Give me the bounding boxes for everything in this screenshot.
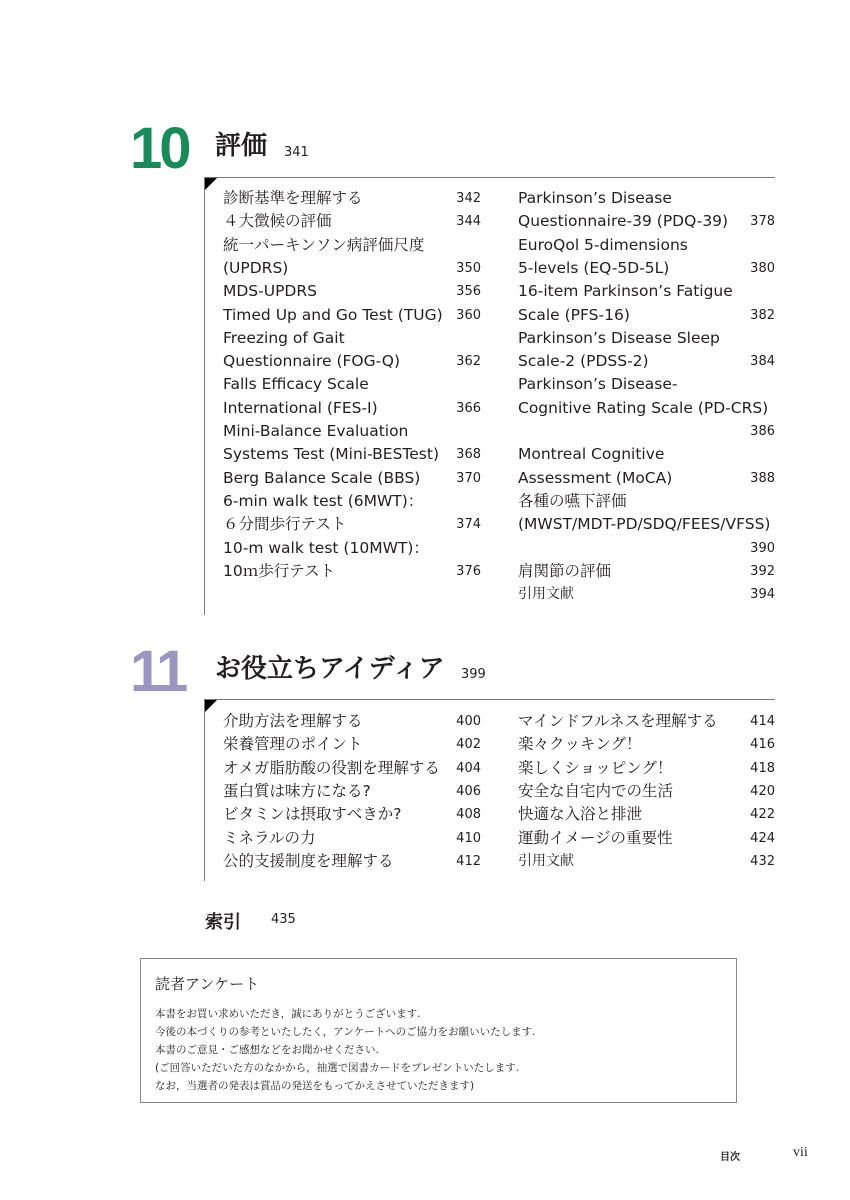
toc-entry[interactable]: マインドフルネスを理解する	[518, 712, 718, 730]
toc-entry[interactable]: Parkinson’s Disease	[518, 189, 672, 207]
toc-entry[interactable]: 栄養管理のポイント	[223, 735, 363, 754]
toc-entry[interactable]: Questionnaire-39 (PDQ-39)	[518, 212, 729, 231]
toc-entry[interactable]: 運動イメージの重要性	[518, 828, 673, 847]
corner-triangle-icon	[205, 178, 217, 190]
survey-line: (ご回答いただいた方のなかから，抽選で図書カードをプレゼントいたします.	[155, 1062, 520, 1074]
index-page-number: 435	[271, 912, 296, 927]
toc-page-number: 370	[456, 470, 481, 486]
toc-entry[interactable]: Timed Up and Go Test (TUG)	[223, 305, 443, 324]
toc-entry[interactable]: 公的支援制度を理解する	[223, 851, 394, 870]
toc-entry[interactable]: (UPDRS)	[223, 258, 289, 277]
toc-page-number: 420	[750, 783, 775, 799]
toc-page-number: 342	[456, 191, 481, 206]
survey-title: 読者アンケート	[155, 975, 260, 993]
footer-page-number: vii	[793, 1145, 808, 1160]
toc-page-number: 380	[750, 260, 775, 276]
chapter-title: お役立ちアイディア	[215, 654, 445, 684]
chapter-title: 評価	[215, 131, 268, 161]
toc-entry[interactable]: 5-levels (EQ-5D-5L)	[518, 258, 670, 277]
toc-page-number: 360	[456, 307, 481, 323]
survey-text	[155, 1005, 536, 1095]
toc-entry[interactable]: 6-min walk test (6MWT)：	[223, 491, 424, 510]
survey-line: 本書をお買い求めいただき，誠にありがとうございます.	[155, 1008, 421, 1020]
toc-page-number: 432	[750, 853, 775, 869]
toc-entry[interactable]: Mini-Balance Evaluation	[223, 422, 409, 440]
toc-page-number: 366	[456, 400, 481, 416]
toc-entry[interactable]: ４大徴候の評価	[223, 212, 332, 231]
toc-page-number: 424	[750, 830, 775, 846]
toc-page-number: 368	[456, 447, 481, 463]
chapter-side-rule	[204, 699, 205, 881]
toc-page-number: 416	[750, 737, 775, 753]
toc-page-number: 378	[750, 214, 775, 230]
toc-entry[interactable]: Cognitive Rating Scale (PD-CRS)	[518, 398, 769, 417]
survey-line: なお，当選者の発表は賞品の発送をもってかえさせていただきます)	[155, 1080, 475, 1092]
toc-entry[interactable]: ６分間歩行テスト	[223, 515, 347, 534]
toc-entry[interactable]: 楽々クッキング！	[518, 735, 642, 754]
toc-page-number: 344	[456, 214, 481, 230]
reader-survey-box	[140, 958, 737, 1103]
toc-entry[interactable]: International (FES-I)	[223, 398, 378, 417]
toc-page-number: 384	[750, 354, 775, 370]
index-label[interactable]: 索引	[205, 912, 241, 933]
toc-entry[interactable]: 介助方法を理解する	[223, 712, 363, 730]
toc-page-number: 392	[750, 563, 775, 579]
toc-entry[interactable]: Scale-2 (PDSS-2)	[518, 352, 649, 371]
toc-entry[interactable]: Freezing of Gait	[223, 328, 345, 347]
chapter-number: 11	[130, 639, 186, 704]
toc-entry[interactable]: Assessment (MoCA)	[518, 468, 673, 487]
survey-line: 本書のご意見・ご感想などをお聞かせください.	[155, 1044, 379, 1056]
toc-entry[interactable]: 10-m walk test (10MWT)：	[223, 538, 429, 557]
toc-entry[interactable]: 診断基準を理解する	[223, 189, 363, 207]
chapter-number: 10	[130, 116, 189, 181]
toc-entry[interactable]: Parkinson’s Disease-	[518, 375, 678, 394]
toc-entry[interactable]: Montreal Cognitive	[518, 445, 665, 464]
toc-entry[interactable]: Systems Test (Mini-BESTest)	[223, 445, 439, 464]
survey-line: 今後の本づくりの参考といたしたく，アンケートへのご協力をお願いいたします.	[155, 1026, 536, 1038]
toc-entry[interactable]: EuroQol 5-dimensions	[518, 235, 688, 254]
toc-entry[interactable]: 引用文献	[518, 586, 574, 603]
toc-entry[interactable]: 引用文献	[518, 852, 574, 869]
toc-entry[interactable]: 各種の嚥下評価	[518, 491, 627, 510]
toc-page-number: 414	[750, 714, 775, 729]
toc-entry[interactable]: 楽しくショッピング！	[518, 758, 673, 777]
toc-page-number: 412	[456, 853, 481, 869]
toc-page-number: 388	[750, 470, 775, 486]
toc-page-number: 408	[456, 807, 481, 823]
toc-entry[interactable]: ビタミンは摂取すべきか?	[223, 805, 402, 824]
toc-page-number: 402	[456, 737, 481, 753]
toc-page-number: 356	[456, 284, 481, 300]
toc-page-number: 386	[750, 424, 775, 439]
chapter-page-number: 341	[284, 145, 309, 160]
toc-page-number: 362	[456, 354, 481, 370]
toc-entry[interactable]: MDS-UPDRS	[223, 282, 317, 301]
toc-page-number: 394	[750, 587, 775, 603]
toc-entry[interactable]: 安全な自宅内での生活	[518, 781, 674, 800]
toc-entry[interactable]: Falls Efficacy Scale	[223, 375, 369, 394]
toc-page-number: 382	[750, 307, 775, 323]
footer-section-label: 目次	[720, 1152, 740, 1163]
chapter-rule	[204, 177, 775, 178]
chapter-side-rule	[204, 177, 205, 615]
toc-entry[interactable]: Scale (PFS-16)	[518, 305, 630, 324]
toc-entry[interactable]: 16-item Parkinson’s Fatigue	[518, 282, 733, 301]
toc-page-number: 418	[750, 760, 775, 776]
toc-page-number: 400	[456, 714, 481, 729]
toc-entry[interactable]: (MWST/MDT-PD/SDQ/FEES/VFSS)	[518, 515, 771, 534]
toc-entry[interactable]: 肩関節の評価	[518, 561, 612, 580]
toc-page-number: 404	[456, 760, 481, 776]
corner-triangle-icon	[205, 700, 217, 712]
toc-page-number: 374	[456, 517, 481, 533]
toc-page-number: 376	[456, 563, 481, 579]
toc-entry[interactable]: Questionnaire (FOG-Q)	[223, 352, 401, 371]
toc-page-number: 350	[456, 260, 481, 276]
toc-entry[interactable]: 快適な入浴と排泄	[518, 805, 643, 824]
toc-page-number: 390	[750, 540, 775, 556]
toc-entry[interactable]: オメガ脂肪酸の役割を理解する	[223, 758, 440, 777]
toc-entry[interactable]: ミネラルの力	[223, 828, 316, 847]
toc-entry[interactable]: Berg Balance Scale (BBS)	[223, 468, 421, 487]
toc-entry[interactable]: 10ｍ歩行テスト	[223, 561, 336, 580]
chapter-rule	[204, 699, 775, 700]
toc-page-number: 422	[750, 807, 775, 823]
toc-page-number: 406	[456, 783, 481, 799]
toc-entry[interactable]: Parkinson’s Disease Sleep	[518, 328, 720, 347]
toc-entry[interactable]: 統一パーキンソン病評価尺度	[223, 235, 425, 254]
chapter-page-number: 399	[461, 667, 486, 682]
toc-page-number: 410	[456, 830, 481, 846]
toc-entry[interactable]: 蛋白質は味方になる?	[223, 781, 371, 800]
